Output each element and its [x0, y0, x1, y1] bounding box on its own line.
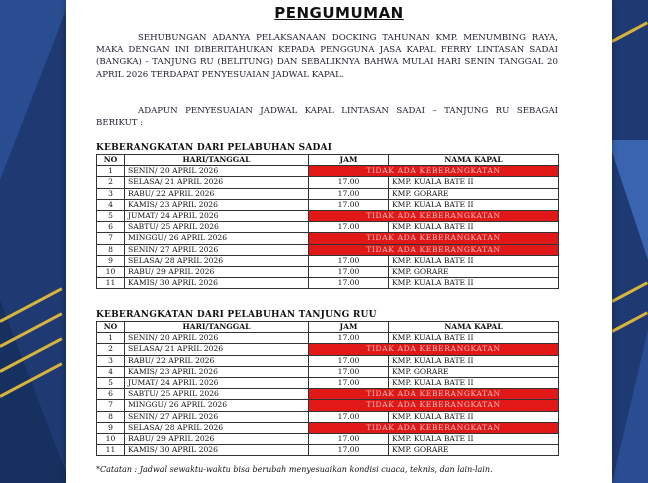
table-row — [97, 344, 559, 355]
table-row — [97, 278, 559, 289]
row-ship-name: KMP. KUALA BATE II — [389, 199, 559, 210]
table-row — [97, 199, 559, 210]
table-row — [97, 333, 559, 344]
row-time: 17.00 — [309, 366, 389, 377]
header-ship: NAMA KAPAL — [389, 322, 559, 333]
row-ship-name: KMP. GORARE — [389, 188, 559, 199]
row-number: 3 — [97, 188, 125, 199]
row-date: RABU/ 22 APRIL 2026 — [125, 188, 309, 199]
row-number: 8 — [97, 411, 125, 422]
row-date: SELASA/ 21 APRIL 2026 — [125, 177, 309, 188]
page-title: PENGUMUMAN — [274, 4, 404, 22]
row-date: SENIN/ 20 APRIL 2026 — [125, 333, 309, 344]
intro-text: SEHUBUNGAN ADANYA PELAKSANAAN DOCKING TAHUNAN KMP. MENUMBING RAYA, MAKA DENGAN INI DIBERITAHUKAN KEPADA PENGGUNA JASA KAPAL FERRY LINTASAN SADAI (BANGKA) - TANJUNG RU (BELITUNG) DAN SEBALIKNYA BAHWA MULAI HARI SENIN TANGGAL 20 APRIL 2026 TERDAPAT PENYESUAIAN JADWAL KAPAL. — [96, 33, 558, 80]
table-header-row — [97, 322, 559, 333]
row-time: 17.00 — [309, 188, 389, 199]
row-number: 7 — [97, 233, 125, 244]
row-time: 17.00 — [309, 177, 389, 188]
row-number: 8 — [97, 244, 125, 255]
table-row — [97, 389, 559, 400]
row-number: 10 — [97, 434, 125, 445]
row-date: RABU/ 29 APRIL 2026 — [125, 267, 309, 278]
header-no: NO — [97, 322, 125, 333]
table-row — [97, 211, 559, 222]
row-number: 5 — [97, 211, 125, 222]
row-number: 1 — [97, 333, 125, 344]
row-date: KAMIS/ 30 APRIL 2026 — [125, 445, 309, 456]
row-number: 10 — [97, 267, 125, 278]
sadai-schedule-table — [96, 154, 559, 289]
row-date: SELASA/ 28 APRIL 2026 — [125, 422, 309, 433]
table-row — [97, 222, 559, 233]
table-row — [97, 400, 559, 411]
table-row — [97, 267, 559, 278]
row-number: 1 — [97, 166, 125, 177]
table-row — [97, 177, 559, 188]
row-time: 17.00 — [309, 378, 389, 389]
row-date: RABU/ 29 APRIL 2026 — [125, 434, 309, 445]
row-number: 4 — [97, 366, 125, 377]
tanjung-ru-schedule-table — [96, 321, 559, 456]
row-time: 17.00 — [309, 411, 389, 422]
no-departure-cell: TIDAK ADA KEBERANGKATAN — [309, 400, 559, 411]
row-date: SABTU/ 25 APRIL 2026 — [125, 389, 309, 400]
row-date: JUMAT/ 24 APRIL 2026 — [125, 211, 309, 222]
table-row — [97, 244, 559, 255]
row-time: 17.00 — [309, 255, 389, 266]
table-row — [97, 445, 559, 456]
header-day: HARI/TANGGAL — [125, 322, 309, 333]
table-row — [97, 166, 559, 177]
row-ship-name: KMP. KUALA BATE II — [389, 411, 559, 422]
schedule-intro-paragraph — [96, 105, 558, 129]
row-ship-name: KMP. KUALA BATE II — [389, 333, 559, 344]
row-date: SABTU/ 25 APRIL 2026 — [125, 222, 309, 233]
row-ship-name: KMP. KUALA BATE II — [389, 434, 559, 445]
table-row — [97, 233, 559, 244]
row-date: MINGGU/ 26 APRIL 2026 — [125, 233, 309, 244]
table-row — [97, 188, 559, 199]
table-row — [97, 411, 559, 422]
row-date: SENIN/ 27 APRIL 2026 — [125, 244, 309, 255]
row-time: 17.00 — [309, 333, 389, 344]
row-number: 2 — [97, 344, 125, 355]
row-date: RABU/ 22 APRIL 2026 — [125, 355, 309, 366]
intro-paragraph — [96, 32, 558, 81]
row-number: 2 — [97, 177, 125, 188]
no-departure-cell: TIDAK ADA KEBERANGKATAN — [309, 244, 559, 255]
header-no: NO — [97, 155, 125, 166]
footnote: *Catatan : Jadwal sewaktu-waktu bisa berubah menyesuaikan kondisi cuaca, teknis, dan lain-lain. — [96, 465, 493, 474]
table-row — [97, 255, 559, 266]
row-number: 3 — [97, 355, 125, 366]
table-header-row — [97, 155, 559, 166]
row-time: 17.00 — [309, 434, 389, 445]
row-time: 17.00 — [309, 267, 389, 278]
no-departure-cell: TIDAK ADA KEBERANGKATAN — [309, 233, 559, 244]
row-date: SELASA/ 21 APRIL 2026 — [125, 344, 309, 355]
table1-heading: KEBERANGKATAN DARI PELABUHAN SADAI — [96, 143, 333, 153]
row-date: SENIN/ 20 APRIL 2026 — [125, 166, 309, 177]
table2-heading: KEBERANGKATAN DARI PELABUHAN TANJUNG RUU — [96, 310, 377, 320]
table-row — [97, 422, 559, 433]
no-departure-cell: TIDAK ADA KEBERANGKATAN — [309, 166, 559, 177]
row-ship-name: KMP. GORARE — [389, 366, 559, 377]
row-number: 6 — [97, 222, 125, 233]
row-date: SELASA/ 28 APRIL 2026 — [125, 255, 309, 266]
table-row — [97, 434, 559, 445]
row-ship-name: KMP. KUALA BATE II — [389, 255, 559, 266]
header-ship: NAMA KAPAL — [389, 155, 559, 166]
schedule-intro-text: ADAPUN PENYESUAIAN JADWAL KAPAL LINTASAN SADAI – TANJUNG RU SEBAGAI BERIKUT : — [96, 106, 558, 129]
no-departure-cell: TIDAK ADA KEBERANGKATAN — [309, 211, 559, 222]
row-date: KAMIS/ 30 APRIL 2026 — [125, 278, 309, 289]
header-jam: JAM — [309, 155, 389, 166]
row-ship-name: KMP. GORARE — [389, 267, 559, 278]
row-ship-name: KMP. KUALA BATE II — [389, 177, 559, 188]
row-date: SENIN/ 27 APRIL 2026 — [125, 411, 309, 422]
row-date: KAMIS/ 23 APRIL 2026 — [125, 199, 309, 210]
header-day: HARI/TANGGAL — [125, 155, 309, 166]
table-row — [97, 355, 559, 366]
row-ship-name: KMP. KUALA BATE II — [389, 378, 559, 389]
row-number: 9 — [97, 422, 125, 433]
row-number: 11 — [97, 445, 125, 456]
row-ship-name: KMP. KUALA BATE II — [389, 355, 559, 366]
row-ship-name: KMP. KUALA BATE II — [389, 278, 559, 289]
table-row — [97, 366, 559, 377]
row-date: JUMAT/ 24 APRIL 2026 — [125, 378, 309, 389]
announcement-sheet — [66, 0, 612, 483]
row-ship-name: KMP. KUALA BATE II — [389, 222, 559, 233]
row-time: 17.00 — [309, 445, 389, 456]
no-departure-cell: TIDAK ADA KEBERANGKATAN — [309, 389, 559, 400]
row-time: 17.00 — [309, 222, 389, 233]
row-date: MINGGU/ 26 APRIL 2026 — [125, 400, 309, 411]
row-number: 5 — [97, 378, 125, 389]
row-number: 9 — [97, 255, 125, 266]
row-number: 11 — [97, 278, 125, 289]
row-number: 7 — [97, 400, 125, 411]
row-number: 6 — [97, 389, 125, 400]
row-time: 17.00 — [309, 355, 389, 366]
row-date: KAMIS/ 23 APRIL 2026 — [125, 366, 309, 377]
table-row — [97, 378, 559, 389]
row-time: 17.00 — [309, 199, 389, 210]
no-departure-cell: TIDAK ADA KEBERANGKATAN — [309, 344, 559, 355]
no-departure-cell: TIDAK ADA KEBERANGKATAN — [309, 422, 559, 433]
row-time: 17.00 — [309, 278, 389, 289]
row-ship-name: KMP. GORARE — [389, 445, 559, 456]
header-jam: JAM — [309, 322, 389, 333]
row-number: 4 — [97, 199, 125, 210]
